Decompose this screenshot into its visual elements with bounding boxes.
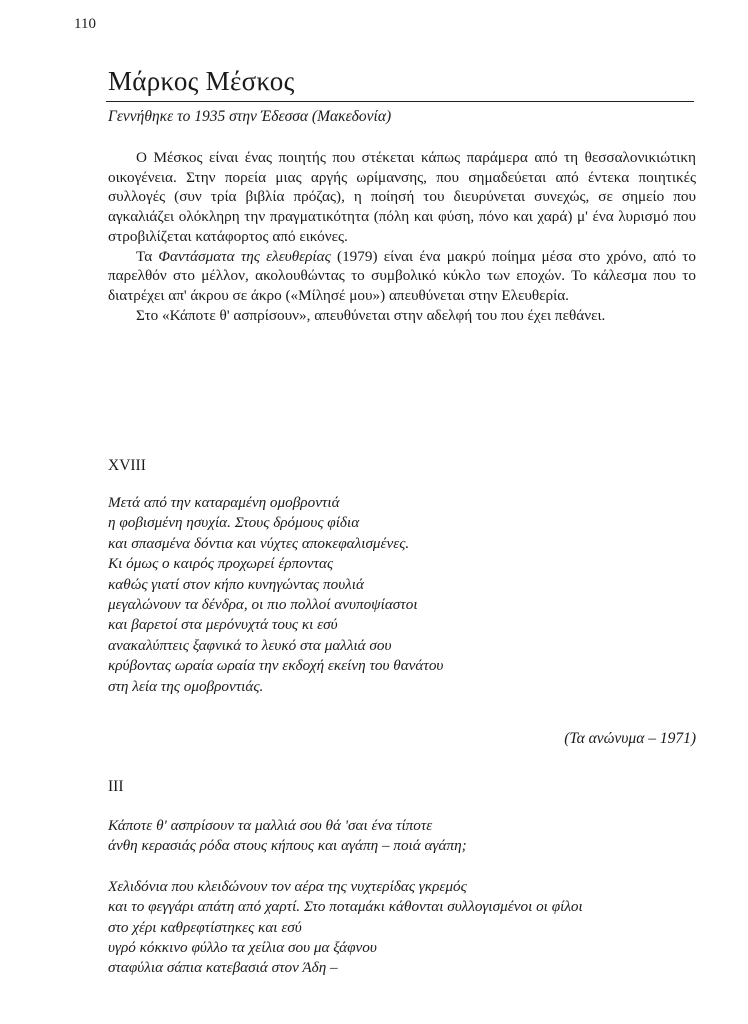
title-rule	[106, 101, 694, 102]
poem-2-line: και το φεγγάρι απάτη από χαρτί. Στο ποταμάκι κάθονται συλλογισμένοι οι φίλοι	[108, 898, 583, 916]
poem-1-number: XVIII	[108, 457, 146, 474]
poem-2-line: άνθη κερασιάς ρόδα στους κήπους και αγάπη – ποιά αγάπη;	[108, 837, 467, 855]
poem-1-line: στη λεία της ομοβροντιάς.	[108, 677, 264, 695]
bio-paragraph-2	[108, 247, 696, 306]
poem-1-line: ανακαλύπτεις ξαφνικά το λευκό στα μαλλιά σου	[108, 636, 392, 654]
poem-2-line: υγρό κόκκινο φύλλο τα χείλια σου μα ξάφνου	[108, 939, 377, 957]
poem-1-line: Κι όμως ο καιρός προχωρεί έρποντας	[108, 555, 334, 573]
author-subtitle: Γεννήθηκε το 1935 στην Έδεσσα (Μακεδονία)	[108, 108, 392, 125]
bio-p2-lead: Τα	[136, 247, 159, 265]
bio-paragraph-3: Στο «Κάποτε θ' ασπρίσουν», απευθύνεται στην αδελφή του που έχει πεθάνει.	[136, 306, 606, 324]
biography	[108, 148, 696, 325]
poem-1	[108, 493, 443, 697]
poem-2-line: σταφύλια σάπια κατεβασιά στον Άδη –	[108, 959, 338, 977]
poem-1-line: κρύβοντας ωραία ωραία την εκδοχή εκείνη του θανάτου	[108, 657, 444, 675]
poem-1-line: και βαρετοί στα μερόνυχτά τους κι εσύ	[108, 616, 338, 634]
poem-1-line: η φοβισμένη ησυχία. Στους δρόμους φίδια	[108, 514, 360, 532]
author-name: Μάρκος Μέσκος	[108, 66, 295, 96]
bio-p2-rest: (1979) είναι ένα μακρύ ποίημα μέσα στο χρόνο, από το παρελθόν στο μέλλον, ακολουθώντας το συμβολικό κύκλο των εποχών. Το κάλεσμα που το διατρέχει απ' άκρου σε άκρο («Μίλησέ μου») απευθύνεται στην Ελευθερία.	[108, 247, 696, 304]
stanza-break	[108, 857, 583, 877]
poem-2-line: Χελιδόνια που κλειδώνουν τον αέρα της νυχτερίδας γκρεμός	[108, 877, 467, 895]
poem-2	[108, 816, 583, 979]
page-number: 110	[74, 16, 96, 32]
poem-1-source: (Τα ανώνυμα – 1971)	[564, 730, 696, 747]
poem-1-line: μεγαλώνουν τα δένδρα, οι πιο πολλοί ανυποψίαστοι	[108, 596, 418, 614]
poem-2-line: Κάποτε θ' ασπρίσουν τα μαλλιά σου θά 'σαι ένα τίποτε	[108, 817, 433, 834]
poem-1-line: και σπασμένα δόντια και νύχτες αποκεφαλισμένες.	[108, 534, 410, 552]
bio-paragraph-1: Ο Μέσκος είναι ένας ποιητής που στέκεται κάπως παράμερα από τη θεσσαλονικιώτικη οικογένεια. Στην πορεία μιας αργής ωρίμανσης, που σημαδεύεται από έντεκα ποιητικές συλλογές (συν τρία βιβλία πρόζας), η ποίησή του διευρύνεται συνεχώς, σε σημείο που αγκαλιάζει ολόκληρη την πραγματικότητα (πόλη και φύση, πόνο και χαρά) μ' ένα λυρισμό που στροβιλίζεται κατάφορτος από εικόνες.	[108, 149, 696, 245]
poem-2-line: στο χέρι καθρεφτίστηκες και εσύ	[108, 918, 302, 936]
bio-p2-book-title: Φαντάσματα της ελευθερίας	[158, 247, 331, 265]
poem-1-line: Μετά από την καταραμένη ομοβροντιά	[108, 494, 340, 511]
poem-2-number: III	[108, 778, 124, 795]
poem-1-line: καθώς γιατί στον κήπο κυνηγώντας πουλιά	[108, 575, 364, 593]
